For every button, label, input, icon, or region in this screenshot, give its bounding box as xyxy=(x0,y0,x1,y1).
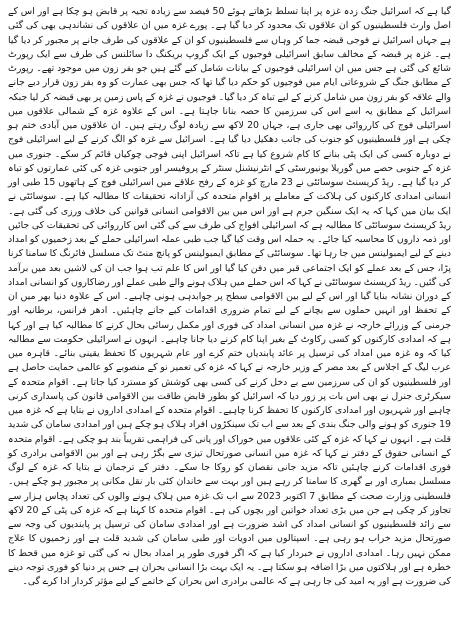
article-body-text: گیا ہے کہ اسرائیل جنگ زدہ غزہ پر اپنا تسلط بڑھاتے ہوئے 50 فیصد سے زیادہ تجیہ پر قابض ہو چکا ہے اور اس کے اصل وارث فلسطینیوں کو ان علاقوں تک محدود کر دیا گیا ہے۔ پورے غزہ میں ان علاقوں کی نشاندہی بھی کی گئی ہے جہاں اسرائیل نے فوجی قبضہ جما کر وہاں سے فلسطینیوں کو ان کے علاقوں کی طرف جانے پر مجبور کر دیا گیا ہے۔ غزہ پر قبضہ کے مخالف سابق اسرائیلی فوجیوں کے ایک گروپ بریکنگ دا سائلنس کی طرف سے ایک رپورٹ شائع کی گئی ہے جس میں ان اسرائیلی فوجیوں کے بیانات شامل کیے گئے ہیں جو بفر زون میں موجود تھے۔ رپورٹ کے مطابق جنگ کے شروعاتی ایام میں فوجیوں کو حکم دیا گیا تھا کہ جس بھی عمارت کو وہ بفر زون قرار دیے جانے والے علاقہ کو بفر زون میں شامل کرنے کے لیے تباہ کر دیا گیا۔ فوجیوں نے غزہ کے پاس زمین پر بھی قبضہ کر لیا جبکہ اسرائیل کے مطابق یہ اسے اس کی سرزمین کا حصہ بنانا جاہتا ہے۔ اس کے علاوہ غزہ کے شمالی علاقوں میں اسرائیلی فوج کی کارروائی بھی جاری ہے، جہاں 20 لاکھ سے زیادہ لوگ رہتے ہیں۔ ان علاقوں میں آبادی ختم ہو چکی ہے اور فلسطینیوں کو جنوب کی جانب دھکیل دیا گیا ہے۔ اسرائیل سے غزہ کو الگ کرنے کے لیے اسرائیلی فوج نے دوبارہ کسی کی ایک پٹی بنانے کا کام شروع کیا ہے تاکہ اسرائیل اپنی فوجی چوکیاں قائم کر سکے۔ جنوری میں غزہ کے جنوبی حصے میں گوریلا یونیورسٹی کے انٹرنیشنل سنٹر کے پروفیسر اور جنوبی غزہ کی کئی عمارتوں کو تباہ کر دیا گیا ہے۔ ریڈ کریسنٹ سوسائٹی نے 23 مارچ کو غزہ کے رفح علاقے میں اسرائیلی فوج کے ہاتھوں 15 طبی اور انسانی امدادی کارکنوں کی ہلاکت کے معاملے پر اقوام متحدہ کی آزادانہ تحقیقات کا مطالبہ کیا ہے۔ سوسائٹی نے ایک بیان میں کہا کہ یہ ایک سنگین جرم ہے اور اس میں بین الاقوامی انسانی قوانین کی خلاف ورزی کی گئی ہے۔ ریڈ کریسنٹ سوسائٹی کا مطالبہ ہے کہ اسرائیلی افواج کی طرف سے کی گئی اس کارروائی کی تحقیقات کی جائیں اور ذمہ داروں کا محاسبہ کیا جائے۔ یہ حملہ اس وقت کیا گیا جب طبی عملہ اسرائیلی حملے کے بعد زخمیوں کو امداد دینے کے لیے ایمبولینس میں جا رہا تھا۔ سوسائٹی کے مطابق ایمبولینس کو پانچ منٹ تک مسلسل فائرنگ کا سامنا کرنا پڑا، جس کے بعد عملے کو ایک اجتماعی قبر میں دفن کیا گیا اور اس کا علم تب ہوا جب ان کی لاشیں بعد میں برآمد کی گئیں۔ ریڈ کریسنٹ سوسائٹی نے کہا کہ اس حملے میں ہلاک ہونے والے طبی عملے اور رضاکاروں کو انسانی امداد کے دوران نشانہ بنایا گیا اور اس کے لیے بین الاقوامی سطح پر جوابدہی ہونی چاہیے۔ اس کے علاوہ دنیا بھر میں ان کے تحفظ اور انہیں حملوں سے بچانے کے لیے تمام ضروری اقدامات کیے جانے چاہئیں۔ ادھر فرانس، برطانیہ اور جرمنی کے وزرائے خارجہ نے غزہ میں انسانی امداد کی فوری اور مکمل رسائی بحال کرنے کا مطالبہ کیا ہے اور کہا ہے کہ امدادی کارکنوں کو کسی رکاوٹ کے بغیر اپنا کام کرنے دیا جانا چاہیے۔ انہوں نے اسرائیلی حکومت سے مطالبہ کیا کہ وہ غزہ میں امداد کی ترسیل پر عائد پابندیاں ختم کرے اور عام شہریوں کا تحفظ یقینی بنائے۔ قاہرہ میں عرب لیگ کے اجلاس کے بعد مصر کے وزیر خارجہ نے کہا کہ غزہ کی تعمیر نو کے منصوبے کو عالمی حمایت حاصل ہے اور فلسطینیوں کو ان کی سرزمین سے بے دخل کرنے کی کسی بھی کوشش کو مسترد کیا جاتا ہے۔ اقوام متحدہ کے سیکرٹری جنرل نے بھی اس بات پر زور دیا کہ اسرائیل کو بطور قابض طاقت بین الاقوامی قانون کی پاسداری کرنی چاہیے اور شہریوں اور امدادی کارکنوں کا تحفظ کرنا چاہیے۔ اقوام متحدہ کے امدادی اداروں نے بتایا ہے کہ غزہ میں 19 جنوری کو ہونے والی جنگ بندی کے بعد سے اب تک سینکڑوں افراد ہلاک ہو چکے ہیں اور امدادی سامان کی شدید قلت ہے۔ انہوں نے کہا کہ غزہ کے کئی علاقوں میں خوراک اور پانی کی فراہمی تقریباً بند ہو چکی ہے۔ اقوام متحدہ کے انسانی حقوق کے دفتر نے کہا کہ غزہ میں انسانی صورتحال تیزی سے بگڑ رہی ہے اور بین الاقوامی برادری کو فوری اقدامات کرنے چاہئیں تاکہ مزید جانی نقصان کو روکا جا سکے۔ دفتر کے ترجمان نے بتایا کہ غزہ کے لوگ مسلسل بمباری اور بے گھری کا سامنا کر رہے ہیں اور بہت سے خاندان کئی بار نقل مکانی پر مجبور ہو چکے ہیں۔ فلسطینی وزارت صحت کے مطابق 7 اکتوبر 2023 سے اب تک غزہ میں ہلاک ہونے والوں کی تعداد پچاس ہزار سے تجاوز کر چکی ہے جن میں بڑی تعداد خواتین اور بچوں کی ہے۔ اقوام متحدہ کا کہنا ہے کہ غزہ کی پٹی کے 20 لاکھ سے زائد فلسطینیوں کو انسانی امداد کی اشد ضرورت ہے اور امدادی سامان کی ترسیل پر پابندیوں کی وجہ سے صورتحال مزید خراب ہو رہی ہے۔ اسپتالوں میں ادویات اور طبی سامان کی شدید قلت ہے اور زخمیوں کا علاج ممکن نہیں رہا۔ امدادی اداروں نے خبردار کیا ہے کہ اگر فوری طور پر امداد بحال نہ کی گئی تو غزہ میں قحط کا خطرہ ہے اور ہلاکتوں میں بڑا اضافہ ہو سکتا ہے۔ یہ ایک بہت بڑا انسانی بحران ہے جس پر دنیا کو فوری توجہ دینے کی ضرورت ہے اور یہ امید کی جا رہی ہے کہ عالمی برادری اس بحران کے خاتمے کے لیے مؤثر کردار ادا کرے گی۔ xyxy=(8,6,451,587)
